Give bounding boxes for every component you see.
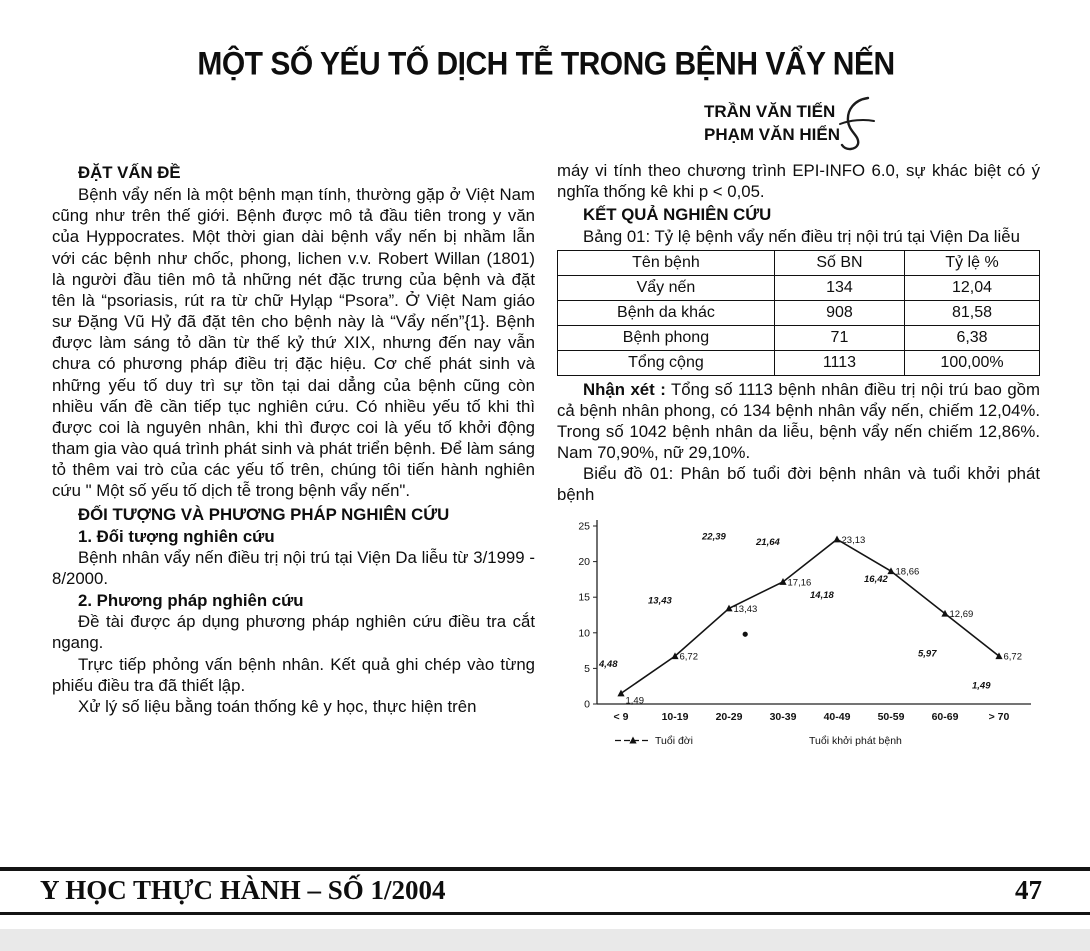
svg-text:25: 25	[578, 520, 590, 533]
cell-percent: 12,04	[905, 275, 1040, 300]
svg-text:17,16: 17,16	[787, 576, 812, 588]
cell-count: 134	[774, 275, 904, 300]
svg-text:20: 20	[578, 555, 590, 568]
intro-paragraph: Bệnh vẩy nến là một bệnh mạn tính, thường gặp ở Việt Nam cũng như trên thế giới. Bệnh được mô tả đầu tiên trong y văn của Hyppocrates. Một thời gian dài bệnh vẩy nến bị nhầm lẫn với các bệnh như chốc, phong, lichen v.v. Robert Willan (1801) là người đầu tiên mô tả những nét đặc trưng của bệnh và đặt tên là “psoriasis, rút ra từ chữ Hylạp “Psora”. Ở Việt Nam giáo sư Đặng Vũ Hỷ đã đặt tên cho bệnh này là “Vẩy nến”{1}. Bệnh được làm sáng tỏ dần từ thế kỷ thứ XIX, nhưng đến nay vẫn chưa có phương pháp điều trị đặc hiệu. Cơ chế phát sinh và những yếu tố duy trì sự tồn tại dai dẳng của bệnh cũng còn nhiều vấn đề cần tiếp tục nghiên cứu. Có nhiều yếu tố khi thì được coi là nguyên nhân, khi thì được coi là yếu tố khởi động tham gia vào quá trình phát sinh và phát triển bệnh. Để làm sáng tỏ thêm vai trò của các yếu tố trên, chúng tôi tiến hành nghiên cứu " Một số yếu tố dịch tễ trong bệnh vẩy nến".	[52, 185, 535, 501]
age-distribution-chart	[557, 514, 1040, 764]
table-total-row	[558, 350, 1040, 375]
cell-disease: Bệnh da khác	[558, 300, 775, 325]
remark-text: Tổng số 1113 bệnh nhân điều trị nội trú bao gồm cả bệnh nhân phong, có 134 bệnh nhân vẩy nến, chiếm 12,04%. Trong số 1042 bệnh nhân da liễu, bệnh vẩy nến chiếm 12,86%. Nam 70,90%, nữ 29,10%.	[557, 379, 1040, 463]
svg-text:23,13: 23,13	[841, 534, 866, 546]
chart-caption: Biểu đồ 01: Phân bố tuổi đời bệnh nhân và tuổi khởi phát bệnh	[557, 464, 1040, 505]
svg-text:13,43: 13,43	[733, 603, 758, 615]
svg-text:50-59: 50-59	[877, 710, 905, 723]
svg-text:6,72: 6,72	[679, 651, 698, 663]
page-title: MỘT SỐ YẾU TỐ DỊCH TỄ TRONG BỆNH VẨY NẾN	[197, 46, 895, 83]
table-header-row	[558, 250, 1040, 275]
handwritten-mark-icon	[834, 94, 878, 157]
results-table	[557, 250, 1040, 376]
cell-count: 71	[774, 325, 904, 350]
svg-text:13,43: 13,43	[648, 594, 672, 606]
right-column	[557, 160, 1040, 764]
cell-count: 908	[774, 300, 904, 325]
cell-percent: 100,00%	[905, 350, 1040, 375]
scan-edge	[0, 929, 1090, 951]
author-2: PHẠM VĂN HIỂN	[703, 125, 840, 144]
svg-text:40-49: 40-49	[823, 710, 851, 723]
svg-text:16,42: 16,42	[864, 573, 888, 585]
method-paragraph-2: Trực tiếp phỏng vấn bệnh nhân. Kết quả ghi chép vào từng phiếu điều tra đã thiết lập.	[52, 654, 535, 695]
method-paragraph-3: Xử lý số liệu bằng toán thống kê y học, thực hiện trên	[78, 696, 477, 716]
svg-text:12,69: 12,69	[949, 608, 974, 620]
cell-disease: Vẩy nến	[558, 275, 775, 300]
subsection-1: 1. Đối tượng nghiên cứu	[78, 526, 275, 546]
svg-text:> 70: > 70	[988, 710, 1010, 723]
col-header-count: Số BN	[774, 250, 904, 275]
table-row	[558, 300, 1040, 325]
svg-text:14,18: 14,18	[810, 589, 834, 601]
section-heading-ket-qua: KẾT QUẢ NGHIÊN CỨU	[583, 205, 772, 225]
authors-block	[52, 100, 1040, 146]
svg-text:6,72: 6,72	[1003, 651, 1022, 663]
col-header-disease: Tên bệnh	[558, 250, 775, 275]
cell-percent: 81,58	[905, 300, 1040, 325]
continued-paragraph: máy vi tính theo chương trình EPI-INFO 6.0, sự khác biệt có ý nghĩa thống kê khi p < 0,05.	[557, 161, 1040, 202]
section-heading-doi-tuong: ĐỐI TƯỢNG VÀ PHƯƠNG PHÁP NGHIÊN CỨU	[78, 504, 450, 524]
svg-text:18,66: 18,66	[895, 566, 920, 578]
table-caption: Bảng 01: Tỷ lệ bệnh vẩy nến điều trị nội trú tại Viện Da liễu	[583, 227, 1020, 247]
svg-text:1,49: 1,49	[625, 694, 644, 706]
svg-text:5,97: 5,97	[918, 648, 937, 660]
svg-text:Tuổi khởi phát bệnh: Tuổi khởi phát bệnh	[809, 734, 902, 747]
svg-text:0: 0	[584, 698, 590, 711]
svg-text:30-39: 30-39	[769, 710, 797, 723]
svg-text:60-69: 60-69	[931, 710, 959, 723]
subsection-2: 2. Phương pháp nghiên cứu	[78, 591, 304, 611]
svg-text:4,48: 4,48	[599, 658, 618, 670]
svg-text:10: 10	[578, 626, 590, 639]
svg-text:5: 5	[584, 662, 590, 675]
svg-text:< 9: < 9	[613, 710, 629, 723]
svg-text:22,39: 22,39	[702, 531, 726, 543]
cell-percent: 6,38	[905, 325, 1040, 350]
svg-text:15: 15	[578, 591, 590, 604]
left-column	[52, 160, 535, 764]
remark-paragraph	[557, 379, 1040, 464]
method-paragraph-1: Đề tài được áp dụng phương pháp nghiên cứu điều tra cắt ngang.	[52, 612, 535, 653]
svg-text:1,49: 1,49	[972, 679, 991, 691]
section-heading-dat-van-de: ĐẶT VẤN ĐỀ	[78, 163, 181, 182]
journal-name: Y HỌC THỰC HÀNH – SỐ 1/2004	[40, 875, 446, 905]
table-row	[558, 275, 1040, 300]
cell-disease: Bệnh phong	[558, 325, 775, 350]
author-1: TRẦN VĂN TIẾN	[703, 102, 836, 121]
cell-disease: Tổng cộng	[558, 350, 775, 375]
two-column-body	[52, 160, 1040, 764]
age-distribution-chart-svg	[561, 514, 1039, 764]
page-number: 47	[1015, 875, 1042, 905]
svg-text:10-19: 10-19	[661, 710, 689, 723]
remark-label: Nhận xét :	[583, 379, 666, 399]
col-header-percent: Tỷ lệ %	[905, 250, 1040, 275]
svg-text:20-29: 20-29	[715, 710, 743, 723]
subjects-paragraph: Bệnh nhân vẩy nến điều trị nội trú tại Viện Da liễu từ 3/1999 - 8/2000.	[52, 547, 535, 588]
svg-text:Tuổi đời: Tuổi đời	[655, 734, 694, 747]
cell-count: 1113	[774, 350, 904, 375]
page-footer	[0, 867, 1090, 915]
svg-text:21,64: 21,64	[756, 536, 780, 548]
table-row	[558, 325, 1040, 350]
